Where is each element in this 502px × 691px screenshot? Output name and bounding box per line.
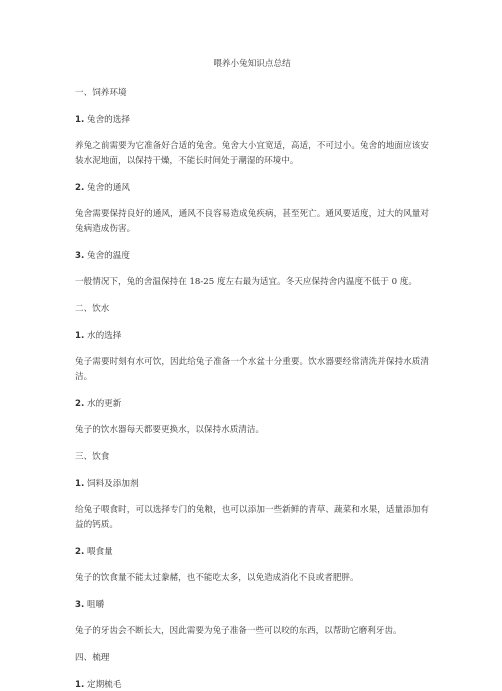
subheading-feed-amount bbox=[75, 546, 429, 558]
item-label: 喂食量 bbox=[86, 547, 113, 557]
paragraph-feed-amount: 兔子的饮食量不能太过豢赭，也不能吃太多，以免造成消化不良或者肥胖。 bbox=[75, 573, 359, 583]
section-heading-diet: 三、饮食 bbox=[75, 452, 110, 462]
item-label: 兔舍的温度 bbox=[86, 251, 130, 261]
item-number: 1. bbox=[75, 680, 85, 690]
subheading-water-choice bbox=[75, 330, 429, 342]
item-number: 2. bbox=[75, 547, 85, 557]
section-heading-water: 二、饮水 bbox=[75, 304, 110, 314]
paragraph-water-choice: 兔子需要时刻有水可饮，因此给兔子准备一个水盆十分重要。饮水器要经常清洗并保持水质清洁。 bbox=[75, 357, 429, 382]
item-label: 咀嚼 bbox=[86, 600, 105, 610]
item-number: 2. bbox=[75, 183, 85, 193]
section-heading-grooming: 四、梳理 bbox=[75, 653, 110, 663]
paragraph-hutch-choice: 养兔之前需要为它准备好合适的兔舍。兔舍大小宜宽适，高适，不可过小。兔舍的地面应该安装水泥地面，以保持干燥，不能长时间处于潮湿的环境中。 bbox=[75, 141, 429, 166]
item-number: 1. bbox=[75, 479, 85, 489]
item-number: 3. bbox=[75, 251, 85, 261]
subheading-ventilation bbox=[75, 182, 429, 194]
paragraph-temperature: 一般情况下，兔的舍温保持在 18-25 度左右最为适宜。冬天应保持舍内温度不低于 0 度。 bbox=[75, 277, 417, 287]
section-heading-environment: 一、饲养环境 bbox=[75, 88, 127, 98]
subheading-feed bbox=[75, 478, 429, 490]
item-label: 定期梳毛 bbox=[86, 680, 122, 690]
paragraph-water-refresh: 兔子的饮水器每天都要更换水，以保持水质清洁。 bbox=[75, 425, 265, 435]
item-number: 1. bbox=[75, 331, 85, 341]
paragraph-chewing: 兔子的牙齿会不断长大，因此需要为兔子准备一些可以咬的东西，以帮助它磨利牙齿。 bbox=[75, 626, 402, 636]
subheading-hutch-choice bbox=[75, 114, 429, 126]
subheading-water-refresh bbox=[75, 398, 429, 410]
item-label: 水的更新 bbox=[86, 399, 122, 409]
item-number: 1. bbox=[75, 115, 85, 125]
item-label: 饲料及添加剂 bbox=[86, 479, 139, 489]
paragraph-ventilation: 兔舍需要保持良好的通风，通风不良容易造成兔疾病，甚至死亡。通风要适度，过大的风量对兔病造成伤害。 bbox=[75, 209, 429, 234]
item-label: 兔舍的通风 bbox=[86, 183, 130, 193]
subheading-brushing bbox=[75, 679, 429, 691]
subheading-temperature bbox=[75, 250, 429, 262]
item-number: 3. bbox=[75, 600, 85, 610]
paragraph-feed: 给兔子喂食时，可以选择专门的兔粮，也可以添加一些新鲜的青草、蔬菜和水果，适量添加有益的钙质。 bbox=[75, 505, 429, 530]
document-title: 喂养小兔知识点总结 bbox=[213, 59, 291, 69]
item-number: 2. bbox=[75, 399, 85, 409]
item-label: 水的选择 bbox=[86, 331, 122, 341]
item-label: 兔舍的选择 bbox=[86, 115, 130, 125]
subheading-chewing bbox=[75, 599, 429, 611]
